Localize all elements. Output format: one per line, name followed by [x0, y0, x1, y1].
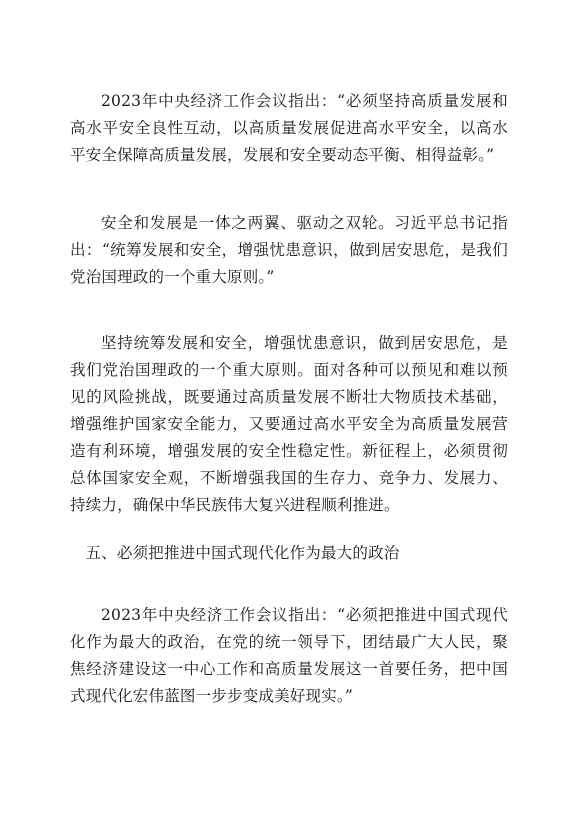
paragraph-coordinate-development-security: 坚持统筹发展和安全，增强忧患意识，做到居安思危，是我们党治国理政的一个重大原则。面对各种可以预见和难以预见的风险挑战，既要通过高质量发展不断壮大物质技术基础，增强维护国家安全能力，又要通过高水平安全为高质量发展营造有利环境，增强发展的安全性稳定性。新征程上，必须贯彻总体国家安全观，不断增强我国的生存力、竞争力、发展力、持续力，确保中华民族伟大复兴进程顺利推进。: [70, 334, 508, 514]
section-heading-five: 五、必须把推进中国式现代化作为最大的政治: [85, 544, 400, 562]
paragraph-economic-conference-quote: 2023年中央经济工作会议指出：“必须坚持高质量发展和高水平安全良性互动，以高质量发展促进高水平安全，以高水平安全保障高质量发展，发展和安全要动态平衡、相得益彰。”: [70, 92, 508, 164]
paragraph-security-development-wings: 安全和发展是一体之两翼、驱动之双轮。习近平总书记指出：“统筹发展和安全，增强忧患意识，做到居安思危，是我们党治国理政的一个重大原则。”: [70, 214, 508, 286]
paragraph-chinese-modernization: 2023年中央经济工作会议指出：“必须把推进中国式现代化作为最大的政治，在党的统一领导下，团结最广大人民，聚焦经济建设这一中心工作和高质量发展这一首要任务，把中国式现代化宏伟蓝图一步步变成美好现实。”: [70, 606, 508, 705]
